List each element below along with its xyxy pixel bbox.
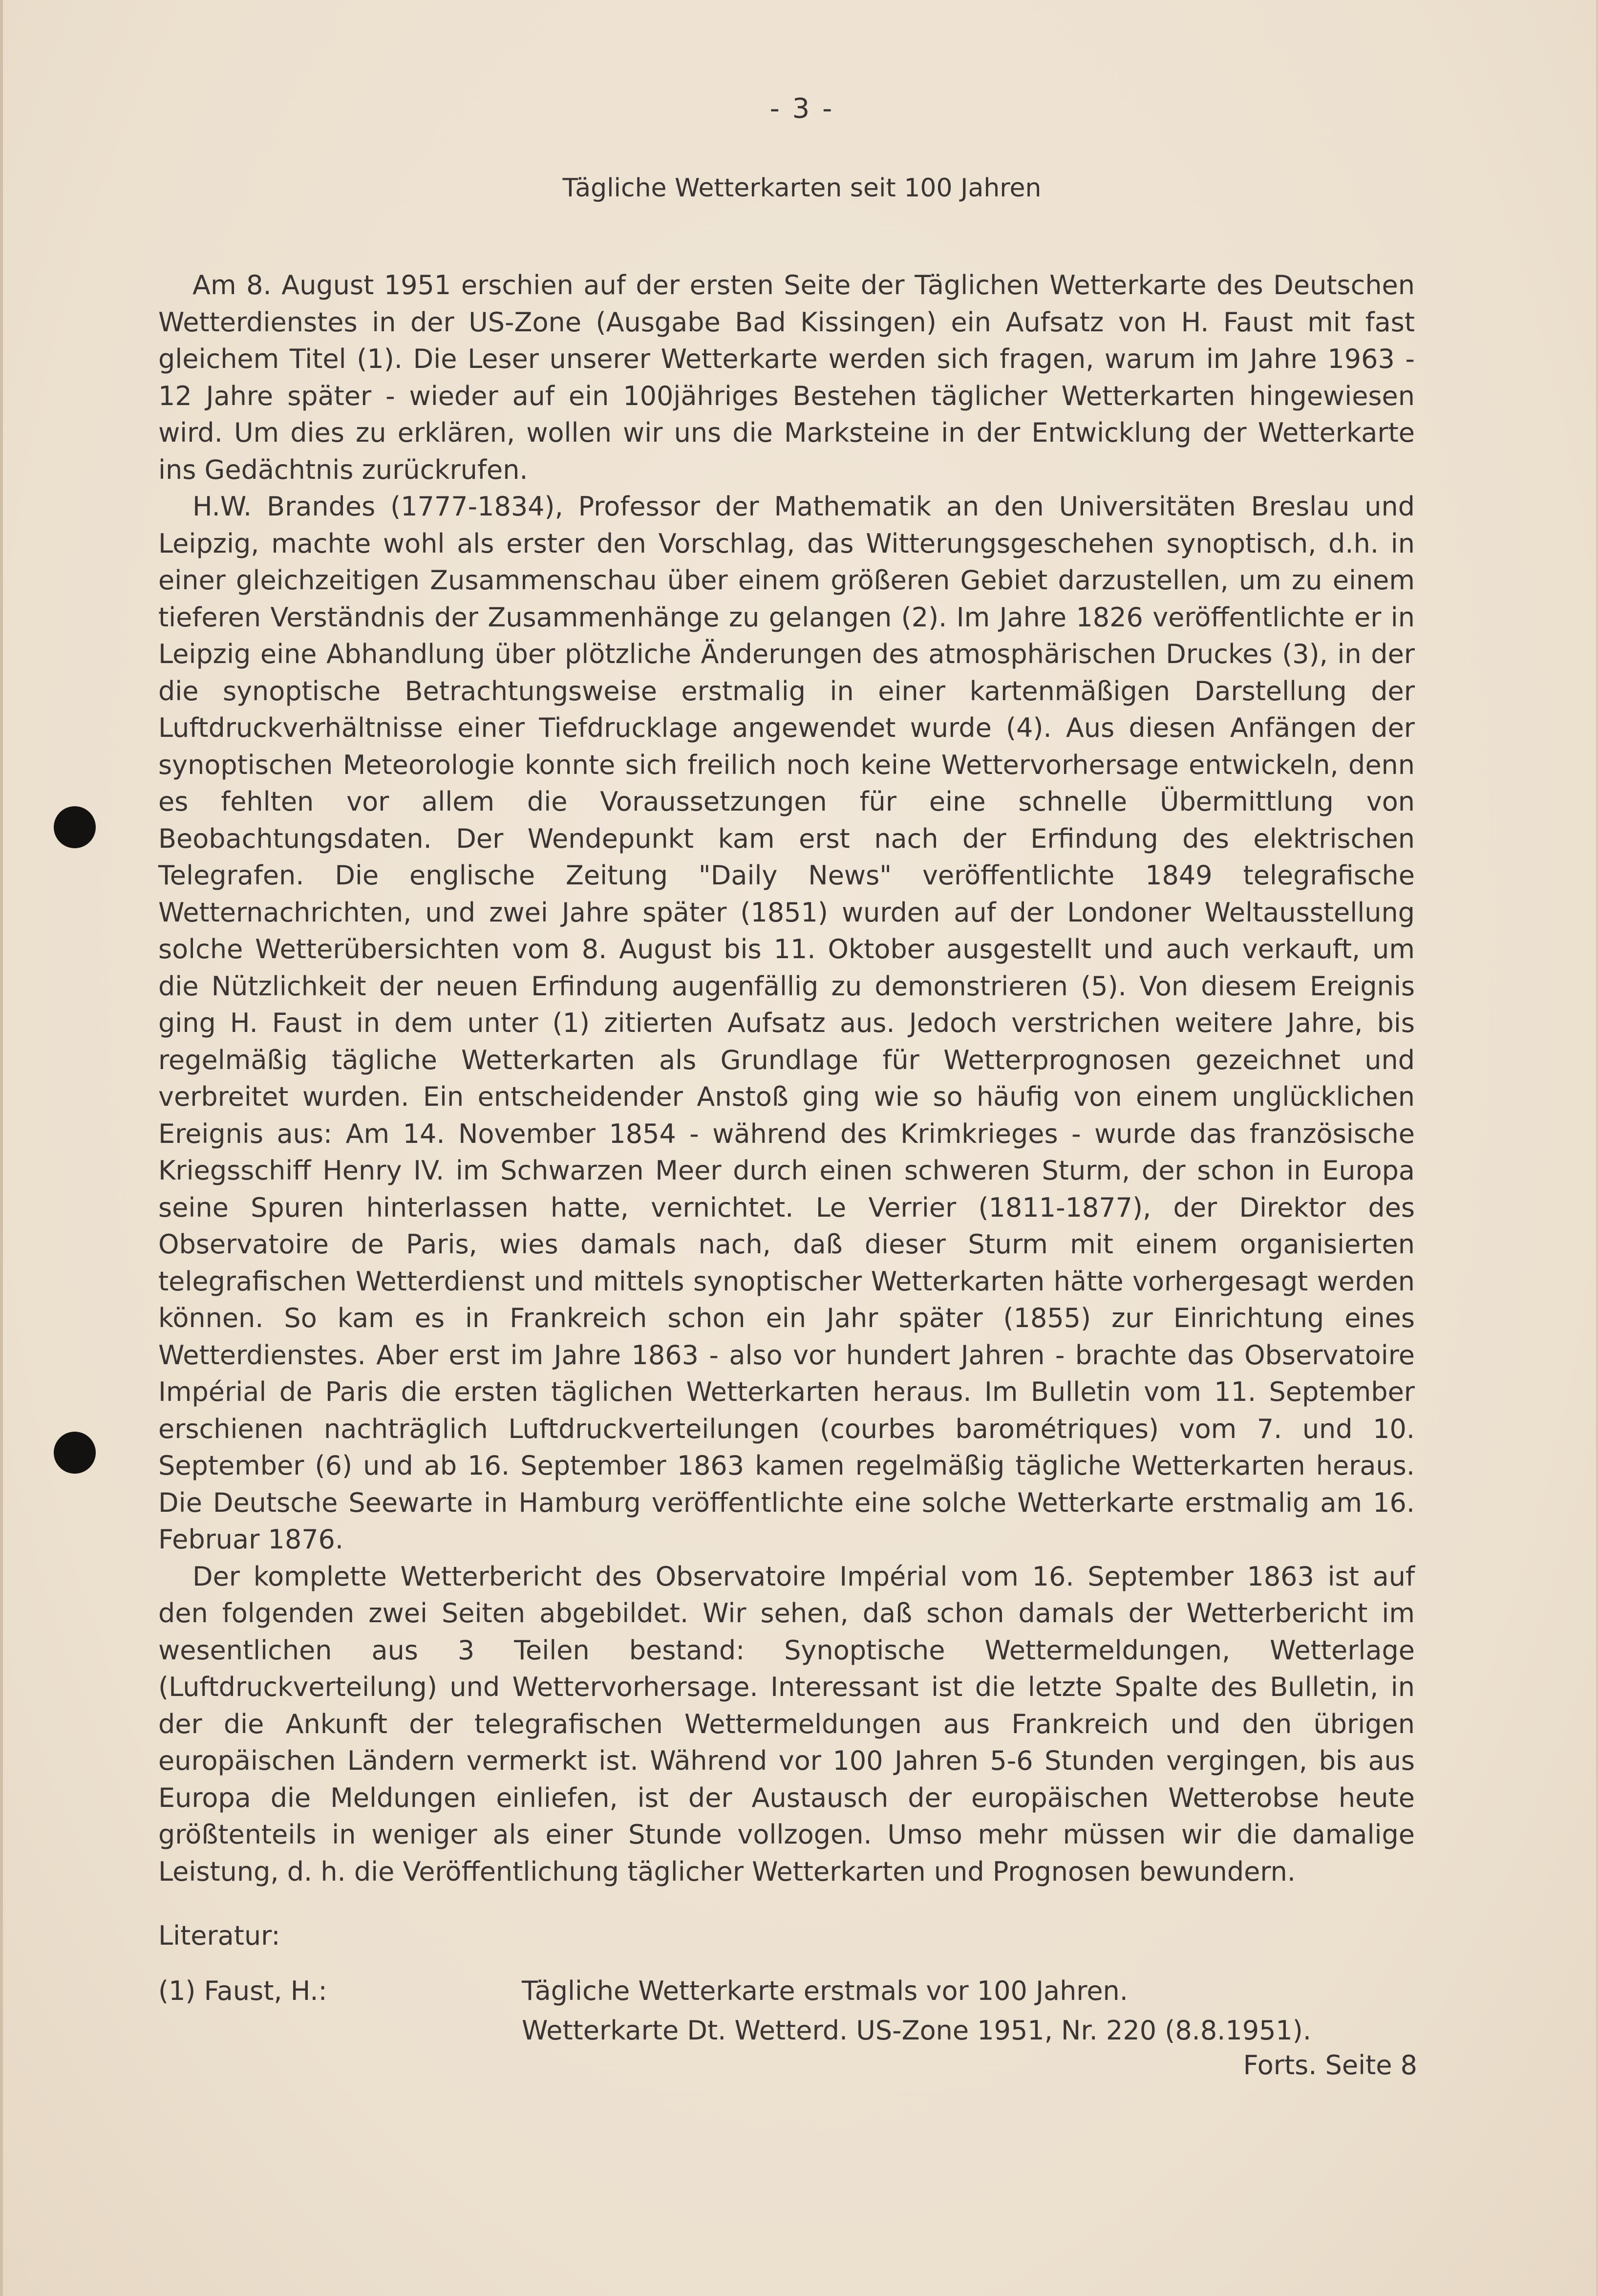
reference-source: Wetterkarte Dt. Wetterd. US-Zone 1951, Nr. 220 (8.8.1951).	[522, 2015, 1312, 2046]
paragraph-history: H.W. Brandes (1777-1834), Professor der Mathematik an den Universitäten Breslau und Leipzig, machte wohl als erster den Vorschlag, das Witterungsgeschehen synoptisch, d.h. in einer gleichzeitigen Zusammenschau über einem größeren Gebiet darzustellen, um zu einem tieferen Verständnis der Zusammenhänge zu gelangen (2). Im Jahre 1826 veröffentlichte er in Leipzig eine Abhandlung über plötzliche Änderungen des atmosphärischen Druckes (3), in der die synoptische Betrachtungsweise erstmalig in einer kartenmäßigen Darstellung der Luftdruckverhältnisse einer Tiefdrucklage angewendet wurde (4). Aus diesen Anfängen der synoptischen Meteorologie konnte sich freilich noch keine Wettervorhersage entwickeln, denn es fehlten vor allem die Voraussetzungen für eine schnelle Übermittlung von Beobachtungsdaten. Der Wendepunkt kam erst nach der Erfindung des elektrischen Telegrafen. Die englische Zeitung "Daily News" veröffentlichte 1849 telegrafische Wetternachrichten, und zwei Jahre später (1851) wurden auf der Londoner Weltausstellung solche Wetterübersichten vom 8. August bis 11. Oktober ausgestellt und auch verkauft, um die Nützlichkeit der neuen Erfindung augenfällig zu demonstrieren (5). Von diesem Ereignis ging H. Faust in dem unter (1) zitierten Aufsatz aus. Jedoch verstrichen weitere Jahre, bis regelmäßig tägliche Wetterkarten als Grundlage für Wetterprognosen gezeichnet und verbreitet wurden. Ein entscheidender Anstoß ging wie so häufig von einem unglücklichen Ereignis aus: Am 14. November 1854 - während des Krimkrieges - wurde das französische Kriegsschiff Henry IV. im Schwarzen Meer durch einen schweren Sturm, der schon in Europa seine Spuren hinterlassen hatte, vernichtet. Le Verrier (1811-1877), der Direktor des Observatoire de Paris, wies damals nach, daß dieser Sturm mit einem organisierten telegrafischen Wetterdienst und mittels synoptischer Wetterkarten hätte vorhergesagt werden können. So kam es in Frankreich schon ein Jahr später (1855) zur Einrichtung eines Wetterdienstes. Aber erst im Jahre 1863 - also vor hundert Jahren - brachte das Observatoire Impérial de Paris die ersten täglichen Wetterkarten heraus. Im Bulletin vom 11. September erschienen nachträglich Luftdruckverteilungen (courbes barométriques) vom 7. und 10. September (6) und ab 16. September 1863 kamen regelmäßig tägliche Wetterkarten heraus. Die Deutsche Seewarte in Hamburg veröffentlichte eine solche Wetterkarte erstmalig am 16. Februar 1876.	[158, 491, 1415, 1555]
punch-hole	[54, 1432, 96, 1474]
punch-hole	[54, 806, 96, 848]
page-number: - 3 -	[769, 93, 834, 125]
paragraph-intro: Am 8. August 1951 erschien auf der ersten Seite der Täglichen Wetterkarte des Deutschen Wetterdienstes in der US-Zone (Ausgabe Bad Kissingen) ein Aufsatz von H. Faust mit fast gleichem Titel (1). Die Leser unserer Wetterkarte werden sich fragen, warum im Jahre 1963 - 12 Jahre später - wieder auf ein 100jähriges Bestehen täglicher Wetterkarten hingewiesen wird. Um dies zu erklären, wollen wir uns die Marksteine in der Entwicklung der Wetterkarte ins Gedächtnis zurückrufen.	[158, 270, 1415, 485]
reference-title: Tägliche Wetterkarte erstmals vor 100 Jahren.	[522, 1975, 1128, 2006]
reference-author: (1) Faust, H.:	[158, 1975, 327, 2006]
literature-heading: Literatur:	[158, 1920, 280, 1951]
body-text	[158, 267, 1415, 1890]
document-title: Tägliche Wetterkarten seit 100 Jahren	[562, 173, 1042, 203]
continuation-note: Forts. Seite 8	[1243, 2050, 1417, 2081]
paragraph-bulletin: Der komplette Wetterbericht des Observatoire Impérial vom 16. September 1863 ist auf den folgenden zwei Seiten abgebildet. Wir sehen, daß schon damals der Wetterbericht im wesentlichen aus 3 Teilen bestand: Synoptische Wettermeldungen, Wetterlage (Luftdruckverteilung) und Wettervorhersage. Interessant ist die letzte Spalte des Bulletin, in der die Ankunft der telegrafischen Wettermeldungen aus Frankreich und den übrigen europäischen Ländern vermerkt ist. Während vor 100 Jahren 5-6 Stunden vergingen, bis aus Europa die Meldungen einliefen, ist der Austausch der europäischen Wetterobse heute größtenteils in weniger als einer Stunde vollzogen. Umso mehr müssen wir die damalige Leistung, d. h. die Veröffentlichung täglicher Wetterkarten und Prognosen bewundern.	[158, 1561, 1415, 1887]
